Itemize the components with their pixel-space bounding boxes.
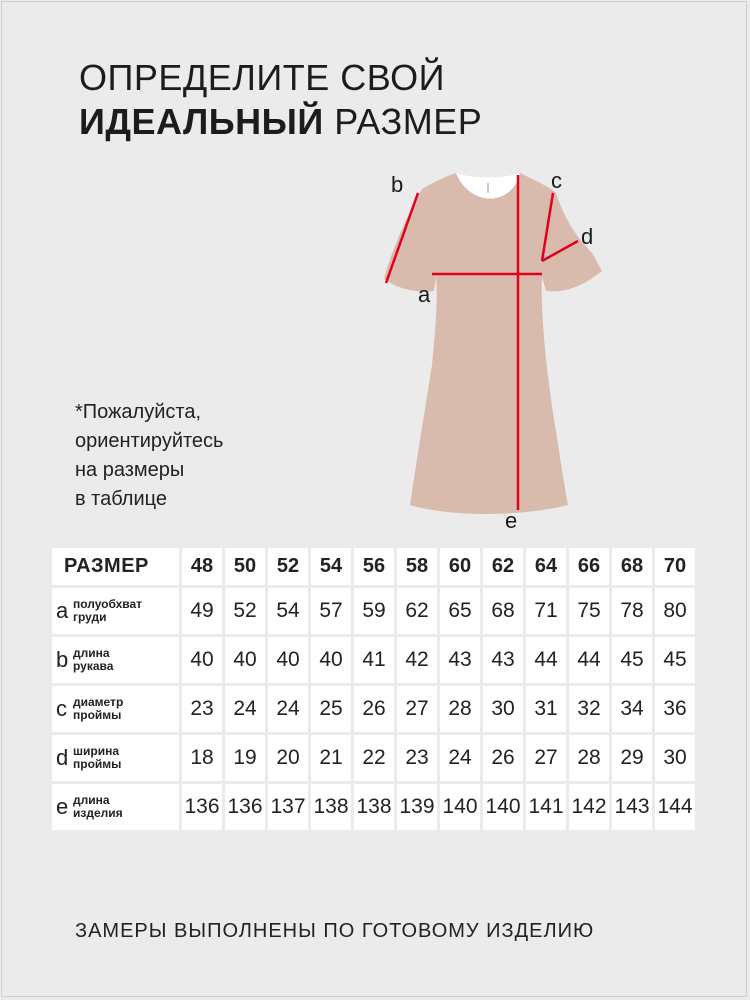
row-letter: c [56, 696, 67, 721]
value-cell: 40 [225, 637, 265, 683]
value-cell: 140 [440, 784, 480, 830]
value-cell: 21 [311, 735, 351, 781]
size-cell: 64 [526, 548, 566, 585]
diagram-label-d: d [581, 224, 594, 249]
row-desc-line: проймы [73, 708, 122, 722]
size-cell: 68 [612, 548, 652, 585]
size-cell: 70 [655, 548, 695, 585]
size-cell: 56 [354, 548, 394, 585]
title-line-1: ОПРЕДЕЛИТЕ СВОЙ [79, 57, 445, 98]
value-cell: 139 [397, 784, 437, 830]
size-header-row [52, 548, 695, 585]
size-table [49, 545, 698, 833]
dress-diagram [370, 165, 610, 533]
row-letter: a [56, 598, 69, 623]
row-letter: d [56, 745, 69, 770]
value-cell: 18 [182, 735, 222, 781]
value-cell: 41 [354, 637, 394, 683]
value-cell: 52 [225, 588, 265, 634]
value-cell: 49 [182, 588, 222, 634]
row-desc-line: рукава [73, 659, 114, 673]
row-desc-line: длина [73, 793, 110, 807]
row-desc-line: груди [73, 610, 107, 624]
row-letter: e [56, 794, 69, 819]
value-cell: 144 [655, 784, 695, 830]
table-row [52, 588, 695, 634]
value-cell: 59 [354, 588, 394, 634]
size-cell: 48 [182, 548, 222, 585]
row-header [52, 686, 179, 732]
diagram-label-a: a [418, 282, 431, 307]
row-desc-line: изделия [73, 806, 123, 820]
value-cell: 142 [569, 784, 609, 830]
row-description [73, 598, 161, 624]
value-cell: 40 [311, 637, 351, 683]
value-cell: 141 [526, 784, 566, 830]
title-bold-word: ИДЕАЛЬНЫЙ [79, 101, 324, 142]
diagram-label-e: e [505, 508, 518, 533]
size-cell: 52 [268, 548, 308, 585]
value-cell: 24 [440, 735, 480, 781]
table-row [52, 784, 695, 830]
size-cell: 66 [569, 548, 609, 585]
value-cell: 24 [268, 686, 308, 732]
note-line: в таблице [75, 488, 167, 510]
row-description [73, 745, 161, 771]
value-cell: 29 [612, 735, 652, 781]
value-cell: 45 [655, 637, 695, 683]
value-cell: 23 [182, 686, 222, 732]
value-cell: 40 [182, 637, 222, 683]
value-cell: 34 [612, 686, 652, 732]
value-cell: 32 [569, 686, 609, 732]
value-cell: 78 [612, 588, 652, 634]
diagram-label-b: b [391, 172, 404, 197]
value-cell: 40 [268, 637, 308, 683]
value-cell: 68 [483, 588, 523, 634]
page-title [79, 56, 482, 144]
value-cell: 26 [483, 735, 523, 781]
value-cell: 80 [655, 588, 695, 634]
value-cell: 30 [483, 686, 523, 732]
title-line-2 [79, 100, 482, 144]
dress-silhouette [384, 173, 602, 514]
row-letter: b [56, 647, 69, 672]
row-desc-line: полуобхват [73, 597, 143, 611]
value-cell: 30 [655, 735, 695, 781]
value-cell: 24 [225, 686, 265, 732]
row-header [52, 735, 179, 781]
value-cell: 20 [268, 735, 308, 781]
footer-note: ЗАМЕРЫ ВЫПОЛНЕНЫ ПО ГОТОВОМУ ИЗДЕЛИЮ [75, 920, 595, 942]
size-cell: 62 [483, 548, 523, 585]
value-cell: 54 [268, 588, 308, 634]
row-desc-line: длина [73, 646, 110, 660]
value-cell: 43 [483, 637, 523, 683]
table-row [52, 735, 695, 781]
value-cell: 137 [268, 784, 308, 830]
size-cell: 54 [311, 548, 351, 585]
diagram-label-c: c [551, 168, 562, 193]
value-cell: 28 [569, 735, 609, 781]
value-cell: 42 [397, 637, 437, 683]
row-description [73, 696, 161, 722]
note-line: на размеры [75, 459, 185, 481]
value-cell: 36 [655, 686, 695, 732]
note-line: *Пожалуйста, [75, 401, 202, 423]
row-desc-line: проймы [73, 757, 122, 771]
value-cell: 19 [225, 735, 265, 781]
value-cell: 26 [354, 686, 394, 732]
size-cell: 58 [397, 548, 437, 585]
value-cell: 62 [397, 588, 437, 634]
value-cell: 22 [354, 735, 394, 781]
value-cell: 140 [483, 784, 523, 830]
size-note [75, 398, 223, 514]
value-cell: 138 [311, 784, 351, 830]
title-rest-word: РАЗМЕР [334, 101, 483, 142]
row-header [52, 637, 179, 683]
value-cell: 136 [225, 784, 265, 830]
value-cell: 136 [182, 784, 222, 830]
value-cell: 25 [311, 686, 351, 732]
size-header-label: РАЗМЕР [52, 548, 179, 585]
value-cell: 75 [569, 588, 609, 634]
value-cell: 45 [612, 637, 652, 683]
row-desc-line: ширина [73, 744, 120, 758]
size-cell: 60 [440, 548, 480, 585]
value-cell: 44 [526, 637, 566, 683]
value-cell: 65 [440, 588, 480, 634]
size-cell: 50 [225, 548, 265, 585]
value-cell: 31 [526, 686, 566, 732]
row-description [73, 647, 161, 673]
value-cell: 71 [526, 588, 566, 634]
value-cell: 44 [569, 637, 609, 683]
value-cell: 43 [440, 637, 480, 683]
value-cell: 27 [397, 686, 437, 732]
value-cell: 28 [440, 686, 480, 732]
value-cell: 57 [311, 588, 351, 634]
value-cell: 143 [612, 784, 652, 830]
value-cell: 27 [526, 735, 566, 781]
row-header [52, 588, 179, 634]
row-desc-line: диаметр [73, 695, 124, 709]
value-cell: 23 [397, 735, 437, 781]
table-row [52, 686, 695, 732]
row-description [73, 794, 161, 820]
table-row [52, 637, 695, 683]
row-header [52, 784, 179, 830]
note-line: ориентируйтесь [75, 430, 224, 452]
value-cell: 138 [354, 784, 394, 830]
